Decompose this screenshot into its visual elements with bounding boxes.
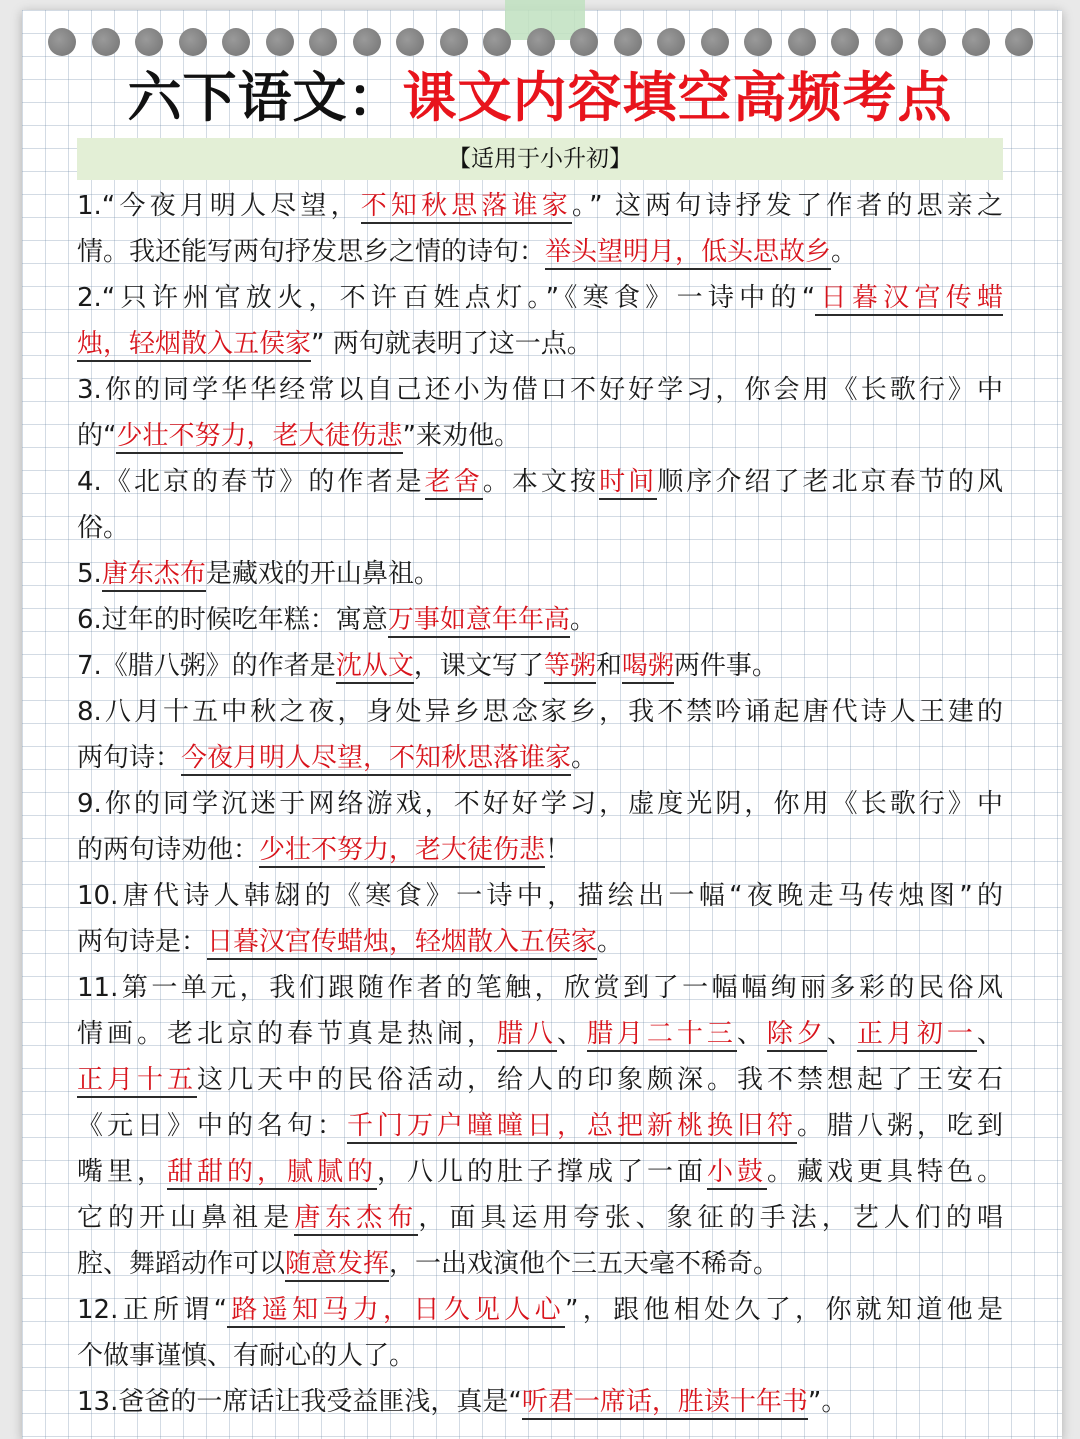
text-line [77,597,1003,643]
question-text: 腔、舞蹈动作可以 [77,1249,286,1279]
binder-hole [918,28,946,56]
question-text: 和 [595,651,622,681]
question-text: ，面具运用夸张、象征的手法，艺人们的唱 [418,1203,1003,1233]
question-text: 11.第一单元，我们跟随作者的笔触，欣赏到了一幅幅绚丽多彩的民俗风 [77,973,1003,1003]
question-text: 。本文按 [482,467,600,497]
text-line [77,367,1003,413]
question-text: ，八儿的肚子撑成了一面 [376,1157,707,1187]
question-text: ” 两句就表明了这一点。 [311,329,593,359]
answer-text: 甜甜的，腻腻的 [167,1157,377,1190]
answer-text: 少壮不努力，老大徒伤悲 [116,421,402,454]
question-text: 。 [569,605,596,635]
question-text: 嘴里， [77,1157,167,1187]
binder-hole [179,28,207,56]
text-line [77,1379,1003,1425]
question-text: 。腊八粥，吃到 [796,1111,1003,1141]
text-line [77,1057,1003,1103]
answer-text: 等粥 [544,651,596,684]
binder-hole [962,28,990,56]
text-line [77,965,1003,1011]
question-text: 9.你的同学沉迷于网络游戏，不好好学习，虚度光阴，你用《长歌行》中 [77,789,1003,819]
text-line [77,1333,1003,1379]
question-text: ！ [545,835,572,865]
text-line [77,183,1003,229]
answer-text: 正月十五 [77,1065,197,1098]
question-text: 的“ [77,421,117,451]
question-text: ，课文写了 [413,651,544,681]
binder-hole [222,28,250,56]
question-text: 是藏戏的开山鼻祖。 [205,559,440,589]
text-line [77,1011,1003,1057]
question-text: 。” 这两句诗抒发了作者的思亲之 [571,191,1003,221]
question-list [77,183,1003,1425]
question-text: 这几天中的民俗活动，给人的印象颇深。我不禁想起了王安石 [197,1065,1003,1095]
text-line [77,873,1003,919]
binder-hole [527,28,555,56]
text-line [77,1195,1003,1241]
text-line [77,919,1003,965]
answer-text: 唐东杰布 [294,1203,418,1236]
binder-hole [483,28,511,56]
text-line [77,505,1003,551]
question-text: 13.爸爸的一席话让我受益匪浅，真是“ [77,1387,522,1417]
binder-hole [614,28,642,56]
binder-hole [48,28,76,56]
subtitle-banner: 【适用于小升初】 [77,138,1003,180]
question-text: ”。 [807,1387,848,1417]
text-line [77,643,1003,689]
binder-hole [353,28,381,56]
text-line [77,1149,1003,1195]
question-text: 、 [976,1019,1003,1049]
question-text: 8.八月十五中秋之夜，身处异乡思念家乡，我不禁吟诵起唐代诗人王建的 [77,697,1003,727]
answer-text: 日暮汉宫传蜡烛，轻烟散入五侯家 [207,927,597,960]
text-line [77,321,1003,367]
question-text: 5. [77,559,102,589]
binder-hole [396,28,424,56]
question-text: 俗。 [77,513,130,543]
question-text: 的两句诗劝他： [77,835,260,865]
title-main: 课文内容填空高频考点 [402,65,953,129]
text-line [77,1287,1003,1333]
answer-text: 日暮汉宫传蜡 [815,283,1003,316]
question-text: 12.正所谓“ [77,1295,228,1325]
question-text: 。 [571,743,598,773]
binder-hole [570,28,598,56]
question-text: 。 [831,237,858,267]
question-text: 两句诗： [77,743,182,773]
text-line [77,413,1003,459]
answer-text: 路遥知马力，日久见人心 [227,1295,565,1328]
question-text: 。 [597,927,624,957]
text-line [77,781,1003,827]
answer-text: 时间 [599,467,657,500]
answer-text: 沈从文 [336,651,414,684]
answer-text: 千门万户曈曈日，总把新桃换旧符 [347,1111,797,1144]
question-text: 7.《腊八粥》的作者是 [77,651,336,681]
question-text: 10.唐代诗人韩翃的《寒食》一诗中，描绘出一幅“夜晚走马传烛图”的 [77,881,1003,911]
answer-text: 烛，轻烟散入五侯家 [77,329,311,362]
text-line [77,689,1003,735]
answer-text: 不知秋思落谁家 [361,191,572,224]
question-text: 1.“今夜月明人尽望， [77,191,361,221]
text-line [77,229,1003,275]
question-text: 两句诗是： [77,927,208,957]
text-line [77,1103,1003,1149]
question-text: 。藏戏更具特色。 [766,1157,1003,1187]
question-text: 两件事。 [673,651,778,681]
binder-hole [744,28,772,56]
text-line [77,735,1003,781]
answer-text: 除夕 [767,1019,827,1052]
answer-text: 唐东杰布 [102,559,206,592]
answer-text: 举头望明月，低头思故乡 [545,237,831,270]
binder-hole [440,28,468,56]
page-title [0,62,1080,132]
answer-text: 腊月二十三 [587,1019,737,1052]
answer-text: 小鼓 [707,1157,767,1190]
binder-hole [831,28,859,56]
binder-hole [788,28,816,56]
question-text: 《元日》中的名句： [77,1111,347,1141]
answer-text: 腊八 [497,1019,557,1052]
binder-hole [657,28,685,56]
text-line [77,459,1003,505]
answer-text: 少壮不努力，老大徒伤悲 [259,835,545,868]
binder-hole [309,28,337,56]
text-line [77,1241,1003,1287]
question-text: ”，跟他相处久了，你就知道他是 [564,1295,1003,1325]
question-text: 顺序介绍了老北京春节的风 [657,467,1003,497]
text-line [77,827,1003,873]
question-text: 4.《北京的春节》的作者是 [77,467,425,497]
binder-hole [266,28,294,56]
question-text: 、 [736,1019,767,1049]
question-text: 、 [826,1019,857,1049]
question-text: 2.“只许州官放火，不许百姓点灯。”《寒食》一诗中的“ [77,283,816,313]
binder-hole [701,28,729,56]
question-text: 3.你的同学华华经常以自己还小为借口不好好学习，你会用《长歌行》中 [77,375,1003,405]
text-line [77,275,1003,321]
question-text: ”来劝他。 [402,421,520,451]
binder-hole [135,28,163,56]
answer-text: 正月初一 [857,1019,977,1052]
title-prefix: 六下语文： [127,65,403,129]
answer-text: 随意发挥 [285,1249,389,1282]
binder-holes [0,28,1080,58]
binder-hole [875,28,903,56]
question-text: 情画。老北京的春节真是热闹， [77,1019,497,1049]
binder-hole [1005,28,1033,56]
question-text: 情。我还能写两句抒发思乡之情的诗句： [77,237,546,267]
question-text: 它的开山鼻祖是 [77,1203,295,1233]
binder-hole [92,28,120,56]
text-line [77,551,1003,597]
answer-text: 老舍 [425,467,483,500]
answer-text: 万事如意年年高 [388,605,570,638]
answer-text: 喝粥 [622,651,674,684]
answer-text: 听君一席话，胜读十年书 [522,1387,808,1420]
question-text: 6.过年的时候吃年糕：寓意 [77,605,388,635]
question-text: ，一出戏演他个三五天毫不稀奇。 [389,1249,780,1279]
answer-text: 今夜月明人尽望，不知秋思落谁家 [181,743,571,776]
question-text: 、 [556,1019,587,1049]
question-text: 个做事谨慎、有耐心的人了。 [77,1341,416,1371]
